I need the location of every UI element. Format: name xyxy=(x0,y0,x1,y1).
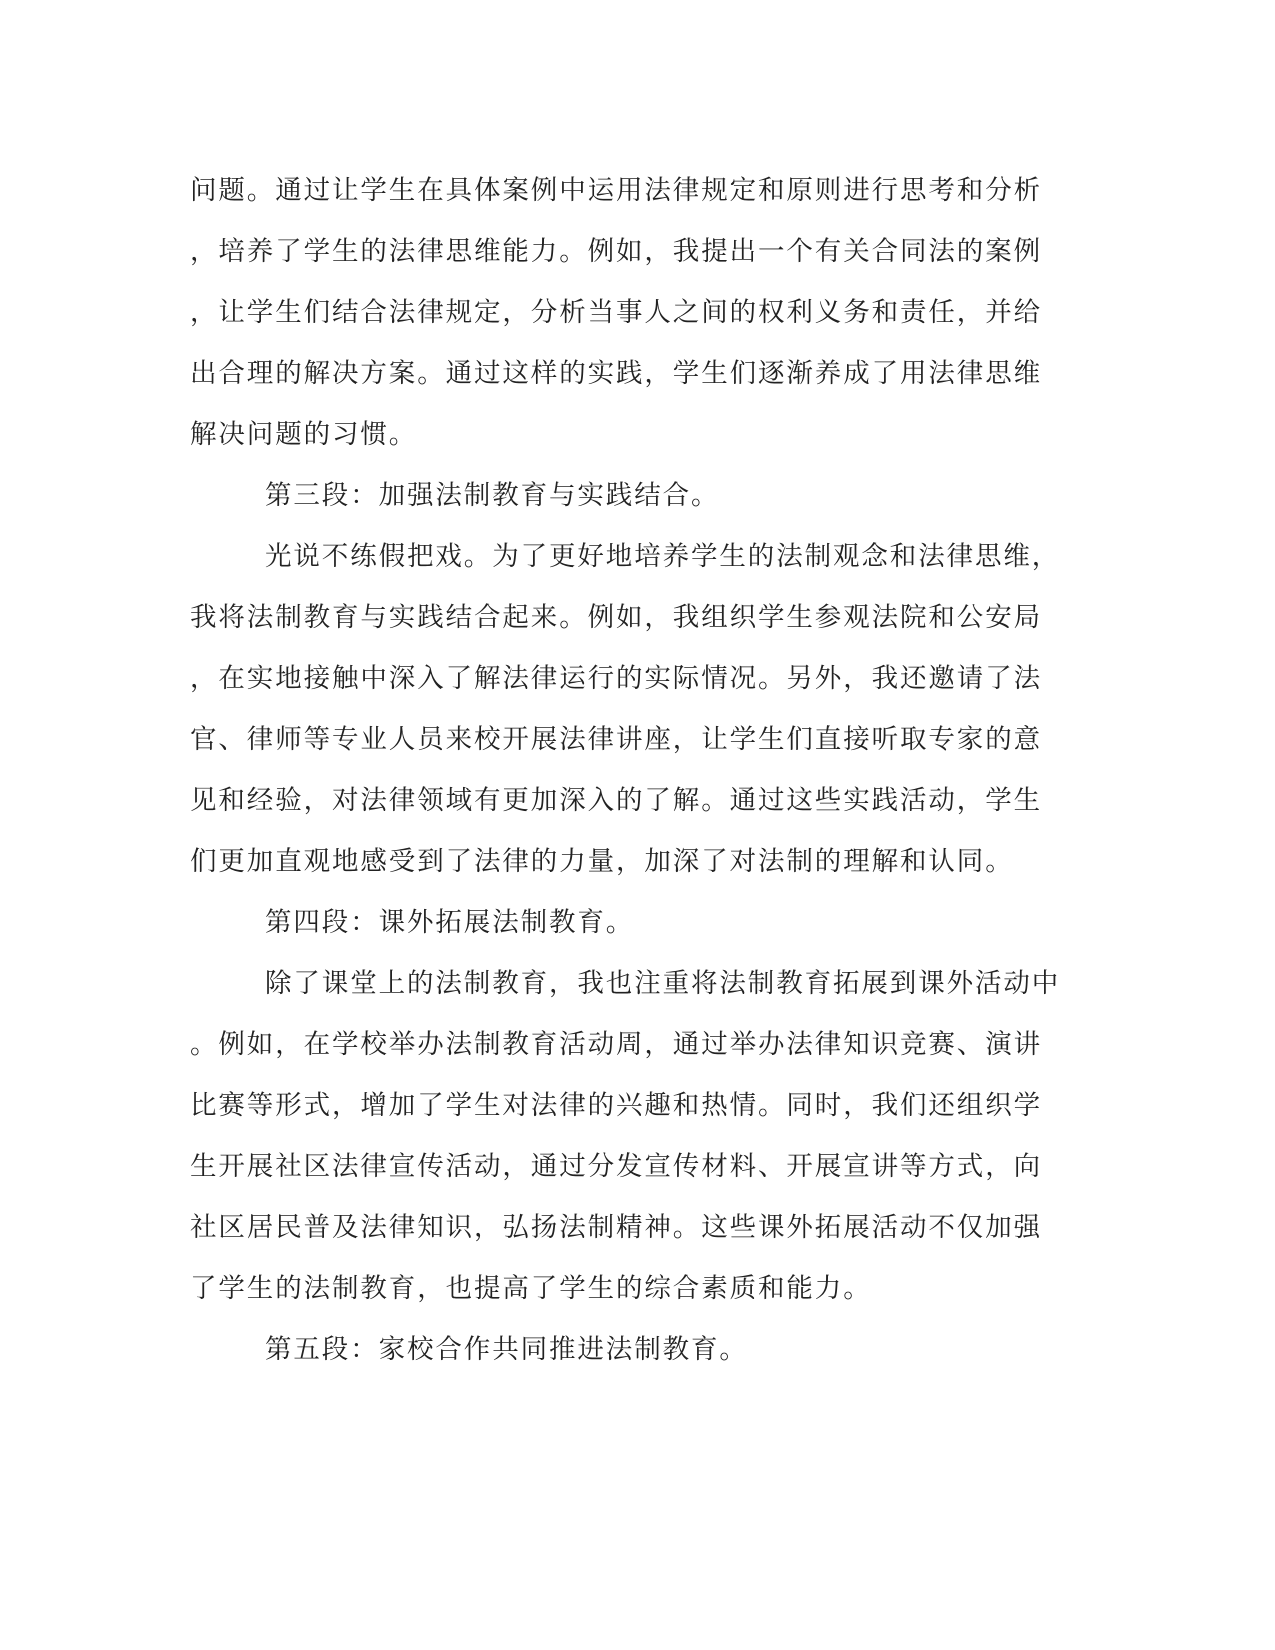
section-heading: 第三段：加强法制教育与实践结合。 xyxy=(265,480,720,511)
text-line: 解决问题的习惯。 xyxy=(190,419,418,450)
text-line: 除了课堂上的法制教育，我也注重将法制教育拓展到课外活动中 xyxy=(265,968,1061,999)
text-line: 比赛等形式，增加了学生对法律的兴趣和热情。同时，我们还组织学 xyxy=(190,1090,1042,1121)
text-line: 。例如，在学校举办法制教育活动周，通过举办法律知识竞赛、演讲 xyxy=(190,1029,1042,1060)
text-line: ，培养了学生的法律思维能力。例如，我提出一个有关合同法的案例 xyxy=(190,236,1042,267)
text-line: 出合理的解决方案。通过这样的实践，学生们逐渐养成了用法律思维 xyxy=(190,358,1042,389)
text-line: 我将法制教育与实践结合起来。例如，我组织学生参观法院和公安局 xyxy=(190,602,1042,633)
section-heading: 第四段：课外拓展法制教育。 xyxy=(265,907,635,938)
text-line: 们更加直观地感受到了法律的力量，加深了对法制的理解和认同。 xyxy=(190,846,1014,877)
text-line: ，在实地接触中深入了解法律运行的实际情况。另外，我还邀请了法 xyxy=(190,663,1042,694)
text-line: 见和经验，对法律领域有更加深入的了解。通过这些实践活动，学生 xyxy=(190,785,1042,816)
text-line: 了学生的法制教育，也提高了学生的综合素质和能力。 xyxy=(190,1273,872,1304)
text-line: 社区居民普及法律知识，弘扬法制精神。这些课外拓展活动不仅加强 xyxy=(190,1212,1042,1243)
text-line: 问题。通过让学生在具体案例中运用法律规定和原则进行思考和分析 xyxy=(190,175,1042,206)
text-line: 官、律师等专业人员来校开展法律讲座，让学生们直接听取专家的意 xyxy=(190,724,1042,755)
section-heading: 第五段：家校合作共同推进法制教育。 xyxy=(265,1334,748,1365)
document-body xyxy=(190,160,1080,1380)
text-line: ，让学生们结合法律规定，分析当事人之间的权利义务和责任，并给 xyxy=(190,297,1042,328)
text-line: 生开展社区法律宣传活动，通过分发宣传材料、开展宣讲等方式，向 xyxy=(190,1151,1042,1182)
text-line: 光说不练假把戏。为了更好地培养学生的法制观念和法律思维， xyxy=(265,541,1061,572)
